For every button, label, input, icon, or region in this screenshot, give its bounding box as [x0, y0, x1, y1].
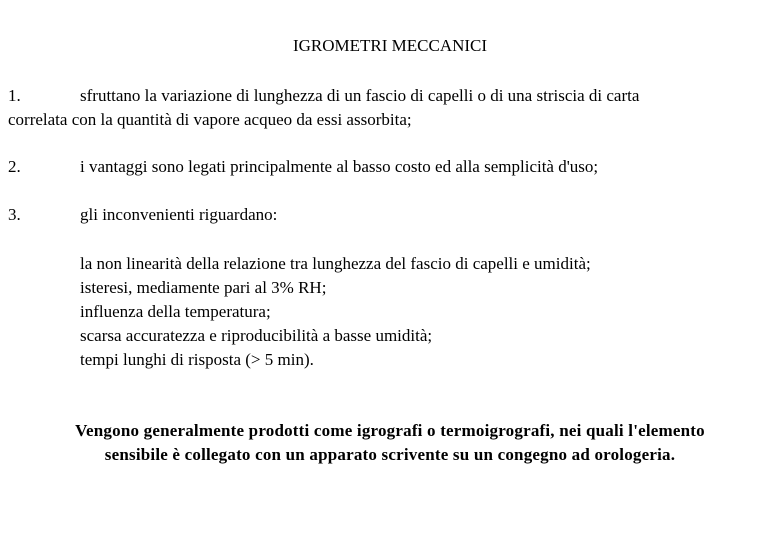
footer-note	[0, 419, 780, 467]
list-item-text: gli inconvenienti riguardano:	[80, 205, 278, 224]
list-item-number: 3.	[8, 205, 21, 224]
list-item-1	[8, 84, 753, 132]
list-item-text-line-1: sfruttano la variazione di lunghezza di un fascio di capelli o di una striscia di carta	[80, 86, 640, 105]
drawback-item: tempi lunghi di risposta (> 5 min).	[80, 350, 314, 369]
list-item-text: i vantaggi sono legati principalmente al basso costo ed alla semplicità d'uso;	[80, 157, 599, 176]
list-item-number: 1.	[8, 86, 21, 105]
list-item-3	[8, 203, 753, 227]
page-title: IGROMETRI MECCANICI	[292, 36, 488, 55]
list-item-number: 2.	[8, 157, 21, 176]
drawback-item: influenza della temperatura;	[80, 302, 271, 321]
list-item-2	[8, 155, 753, 179]
drawback-item: scarsa accuratezza e riproducibilità a basse umidità;	[80, 326, 433, 345]
drawback-item: isteresi, mediamente pari al 3% RH;	[80, 278, 327, 297]
drawbacks-list	[80, 252, 760, 372]
footer-line-1: Vengono generalmente prodotti come igrografi o termoigrografi, nei quali l'elemento	[75, 421, 705, 440]
footer-line-2: sensibile è collegato con un apparato scrivente su un congegno ad orologeria.	[104, 445, 676, 464]
list-item-text-line-2: correlata con la quantità di vapore acqueo da essi assorbita;	[8, 110, 412, 129]
drawback-item: la non linearità della relazione tra lunghezza del fascio di capelli e umidità;	[80, 254, 591, 273]
